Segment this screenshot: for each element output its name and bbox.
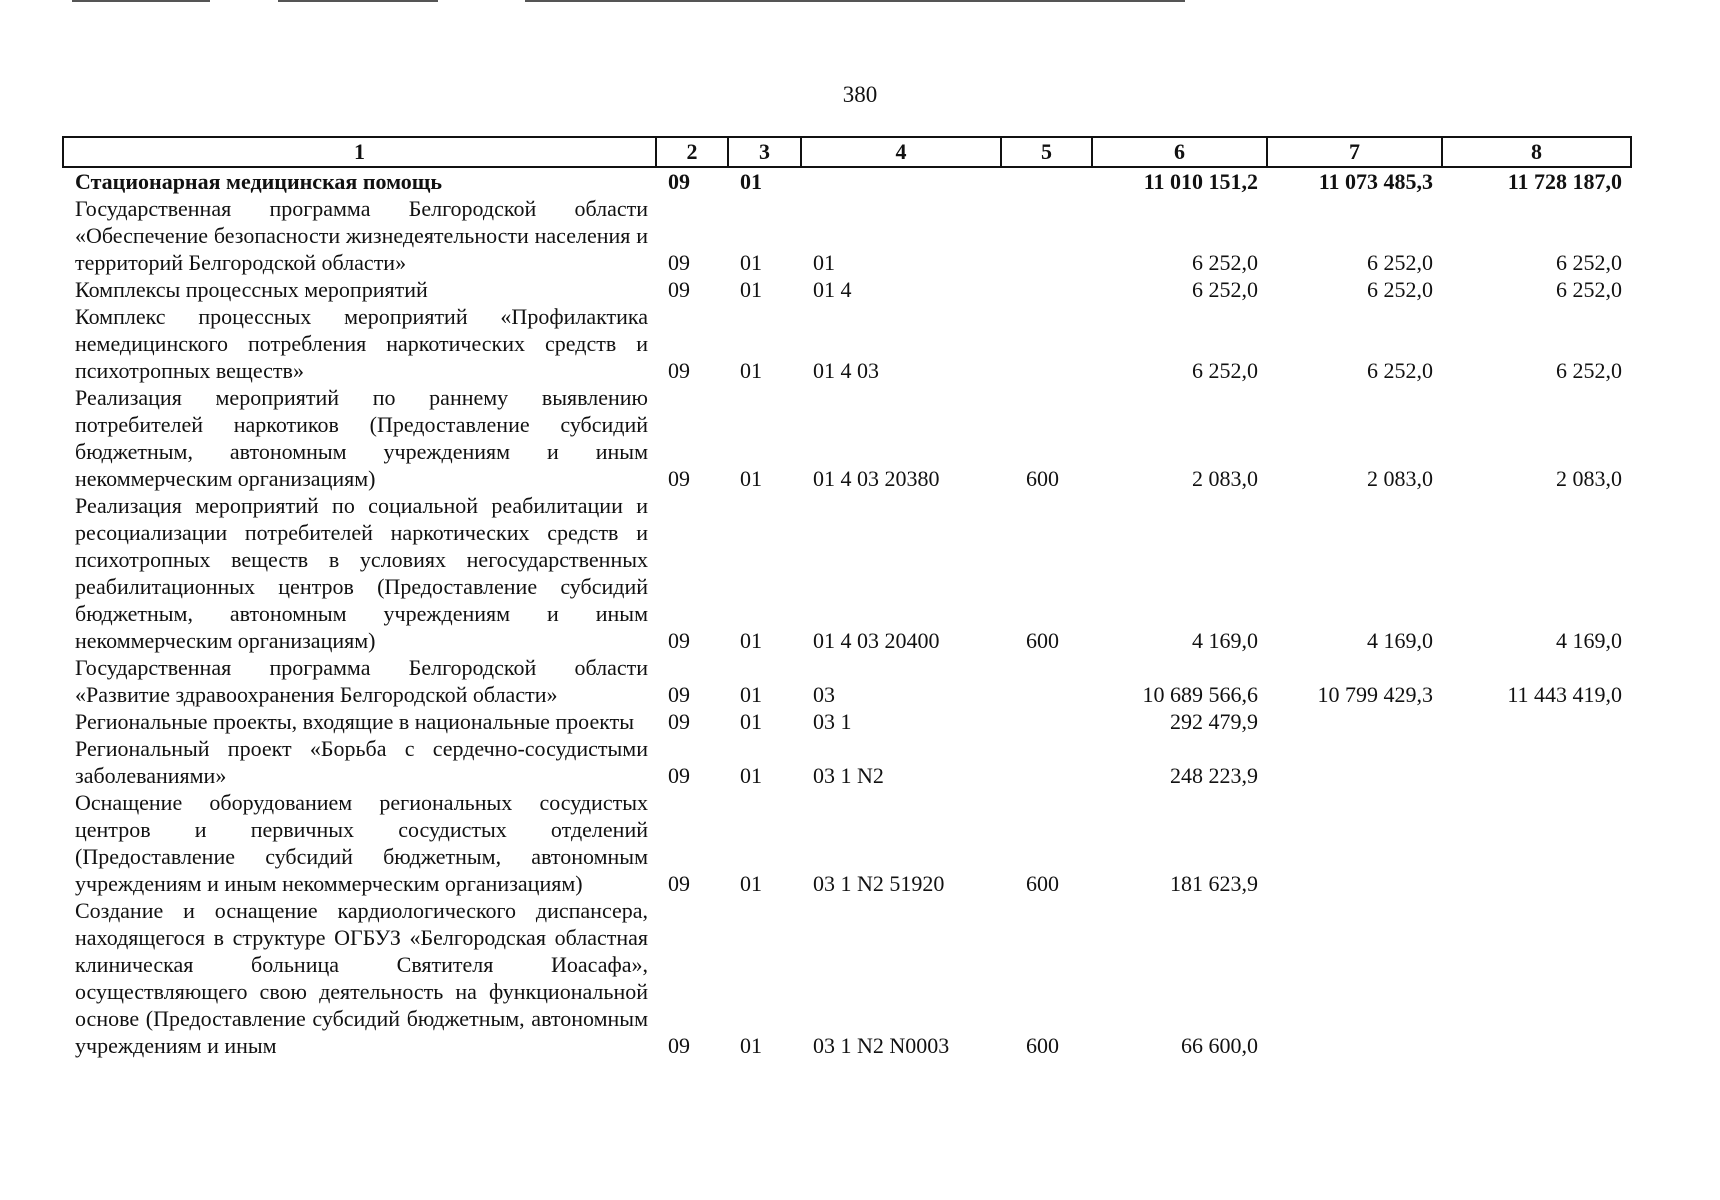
row-expense-type: 600 [1026, 466, 1059, 491]
column-header: 8 [1442, 137, 1631, 167]
row-amount-year1: 4 169,0 [1192, 628, 1258, 653]
header-row [63, 137, 1631, 167]
row-amount-year3: 11 728 187,0 [1507, 169, 1622, 194]
table-row [63, 897, 1631, 1059]
column-header: 3 [728, 137, 801, 167]
row-name: Оснащение оборудованием региональных сосудистых центров и первичных сосудистых отделений (Предоставление субсидий бюджетным, автономным учреждениям и иным некоммерческим организациям) [75, 790, 648, 896]
column-header: 6 [1092, 137, 1267, 167]
column-header: 4 [801, 137, 1001, 167]
row-section-code: 09 [668, 1033, 690, 1058]
row-name: Региональный проект «Борьба с сердечно-сосудистыми заболеваниями» [75, 736, 648, 788]
row-subsection-code: 01 [740, 628, 762, 653]
row-amount-year1: 66 600,0 [1181, 1033, 1258, 1058]
table-row [63, 492, 1631, 654]
page-number: 380 [842, 82, 878, 107]
row-amount-year3: 6 252,0 [1556, 277, 1622, 302]
row-target-article: 03 1 N2 [813, 763, 884, 788]
row-section-code: 09 [668, 763, 690, 788]
row-section-code: 09 [668, 709, 690, 734]
row-subsection-code: 01 [740, 682, 762, 707]
table-row [63, 276, 1631, 303]
row-name: Стационарная медицинская помощь [75, 169, 442, 194]
row-name: Комплексы процессных мероприятий [75, 277, 428, 302]
row-amount-year1: 248 223,9 [1170, 763, 1258, 788]
column-header: 1 [63, 137, 656, 167]
budget-table [62, 136, 1632, 1059]
row-target-article: 03 1 [813, 709, 852, 734]
row-expense-type: 600 [1026, 1033, 1059, 1058]
table-row [63, 735, 1631, 789]
row-amount-year3 [1442, 897, 1631, 1059]
row-name: Создание и оснащение кардиологического диспансера, находящегося в структуре ОГБУЗ «Белгородская областная клиническая больница Святителя Иоасафа», осуществляющего свою деятельность на функциональной основе (Предоставление субсидий бюджетным, автономным учреждениям и иным [75, 898, 648, 1058]
row-amount-year3: 4 169,0 [1556, 628, 1622, 653]
column-header: 2 [656, 137, 728, 167]
row-amount-year3 [1442, 789, 1631, 897]
row-amount-year1: 6 252,0 [1192, 277, 1258, 302]
row-section-code: 09 [668, 250, 690, 275]
row-amount-year1: 292 479,9 [1170, 709, 1258, 734]
row-subsection-code: 01 [740, 763, 762, 788]
table-body [63, 167, 1631, 1059]
row-name: Реализация мероприятий по социальной реабилитации и ресоциализации потребителей наркотических средств и психотропных веществ в условиях негосударственных реабилитационных центров (Предоставление субсидий бюджетным, автономным учреждениям и иным некоммерческим организациям) [75, 493, 648, 653]
row-section-code: 09 [668, 277, 690, 302]
row-expense-type [1001, 195, 1092, 276]
row-target-article: 03 1 N2 51920 [813, 871, 945, 896]
table-row [63, 303, 1631, 384]
row-expense-type [1001, 167, 1092, 195]
row-section-code: 09 [668, 466, 690, 491]
column-header: 5 [1001, 137, 1092, 167]
row-expense-type: 600 [1026, 871, 1059, 896]
row-subsection-code: 01 [740, 1033, 762, 1058]
row-subsection-code: 01 [740, 277, 762, 302]
row-target-article: 01 4 [813, 277, 852, 302]
scan-edge-line [278, 0, 438, 2]
row-target-article: 03 [813, 682, 835, 707]
row-amount-year3: 6 252,0 [1556, 358, 1622, 383]
row-section-code: 09 [668, 682, 690, 707]
table-row [63, 708, 1631, 735]
row-section-code: 09 [668, 628, 690, 653]
row-section-code: 09 [668, 169, 690, 194]
row-subsection-code: 01 [740, 169, 762, 194]
row-expense-type [1001, 735, 1092, 789]
row-amount-year3 [1442, 735, 1631, 789]
row-section-code: 09 [668, 871, 690, 896]
row-expense-type [1001, 276, 1092, 303]
row-amount-year3: 6 252,0 [1556, 250, 1622, 275]
row-amount-year2: 11 073 485,3 [1318, 169, 1433, 194]
row-amount-year1: 181 623,9 [1170, 871, 1258, 896]
scan-edge-line [72, 0, 210, 2]
row-target-article: 03 1 N2 N0003 [813, 1033, 950, 1058]
row-amount-year2 [1267, 708, 1442, 735]
row-subsection-code: 01 [740, 250, 762, 275]
row-amount-year1: 11 010 151,2 [1143, 169, 1258, 194]
row-amount-year2: 4 169,0 [1367, 628, 1433, 653]
row-target-article: 01 4 03 20380 [813, 466, 940, 491]
row-name: Реализация мероприятий по раннему выявлению потребителей наркотиков (Предоставление субсидий бюджетным, автономным учреждениям и иным некоммерческим организациям) [75, 385, 648, 491]
row-section-code: 09 [668, 358, 690, 383]
row-name: Комплекс процессных мероприятий «Профилактика немедицинского потребления наркотических средств и психотропных веществ» [75, 304, 648, 383]
row-amount-year3: 11 443 419,0 [1507, 682, 1622, 707]
table-row [63, 384, 1631, 492]
row-subsection-code: 01 [740, 709, 762, 734]
row-name: Государственная программа Белгородской области «Развитие здравоохранения Белгородской области» [75, 655, 648, 707]
row-amount-year1: 2 083,0 [1192, 466, 1258, 491]
row-subsection-code: 01 [740, 871, 762, 896]
table-row [63, 195, 1631, 276]
row-amount-year2: 6 252,0 [1367, 250, 1433, 275]
row-amount-year1: 6 252,0 [1192, 358, 1258, 383]
row-target-article: 01 [813, 250, 835, 275]
row-amount-year2 [1267, 897, 1442, 1059]
row-expense-type [1001, 303, 1092, 384]
row-subsection-code: 01 [740, 358, 762, 383]
row-expense-type: 600 [1026, 628, 1059, 653]
row-amount-year1: 10 689 566,6 [1142, 682, 1258, 707]
row-target-article: 01 4 03 20400 [813, 628, 940, 653]
row-amount-year2: 10 799 429,3 [1317, 682, 1433, 707]
row-expense-type [1001, 708, 1092, 735]
row-name: Государственная программа Белгородской области «Обеспечение безопасности жизнедеятельности населения и территорий Белгородской области» [75, 196, 648, 275]
scan-edge-line [525, 0, 1185, 2]
row-expense-type [1001, 654, 1092, 708]
table-row [63, 654, 1631, 708]
row-amount-year3: 2 083,0 [1556, 466, 1622, 491]
row-target-article: 01 4 03 [813, 358, 879, 383]
row-amount-year2: 6 252,0 [1367, 358, 1433, 383]
row-amount-year2: 2 083,0 [1367, 466, 1433, 491]
row-subsection-code: 01 [740, 466, 762, 491]
row-amount-year3 [1442, 708, 1631, 735]
row-amount-year1: 6 252,0 [1192, 250, 1258, 275]
table-row [63, 167, 1631, 195]
row-amount-year2 [1267, 789, 1442, 897]
row-amount-year2: 6 252,0 [1367, 277, 1433, 302]
column-header: 7 [1267, 137, 1442, 167]
row-name: Региональные проекты, входящие в национальные проекты [75, 709, 635, 734]
row-target-article [801, 167, 1001, 195]
row-amount-year2 [1267, 735, 1442, 789]
table-row [63, 789, 1631, 897]
